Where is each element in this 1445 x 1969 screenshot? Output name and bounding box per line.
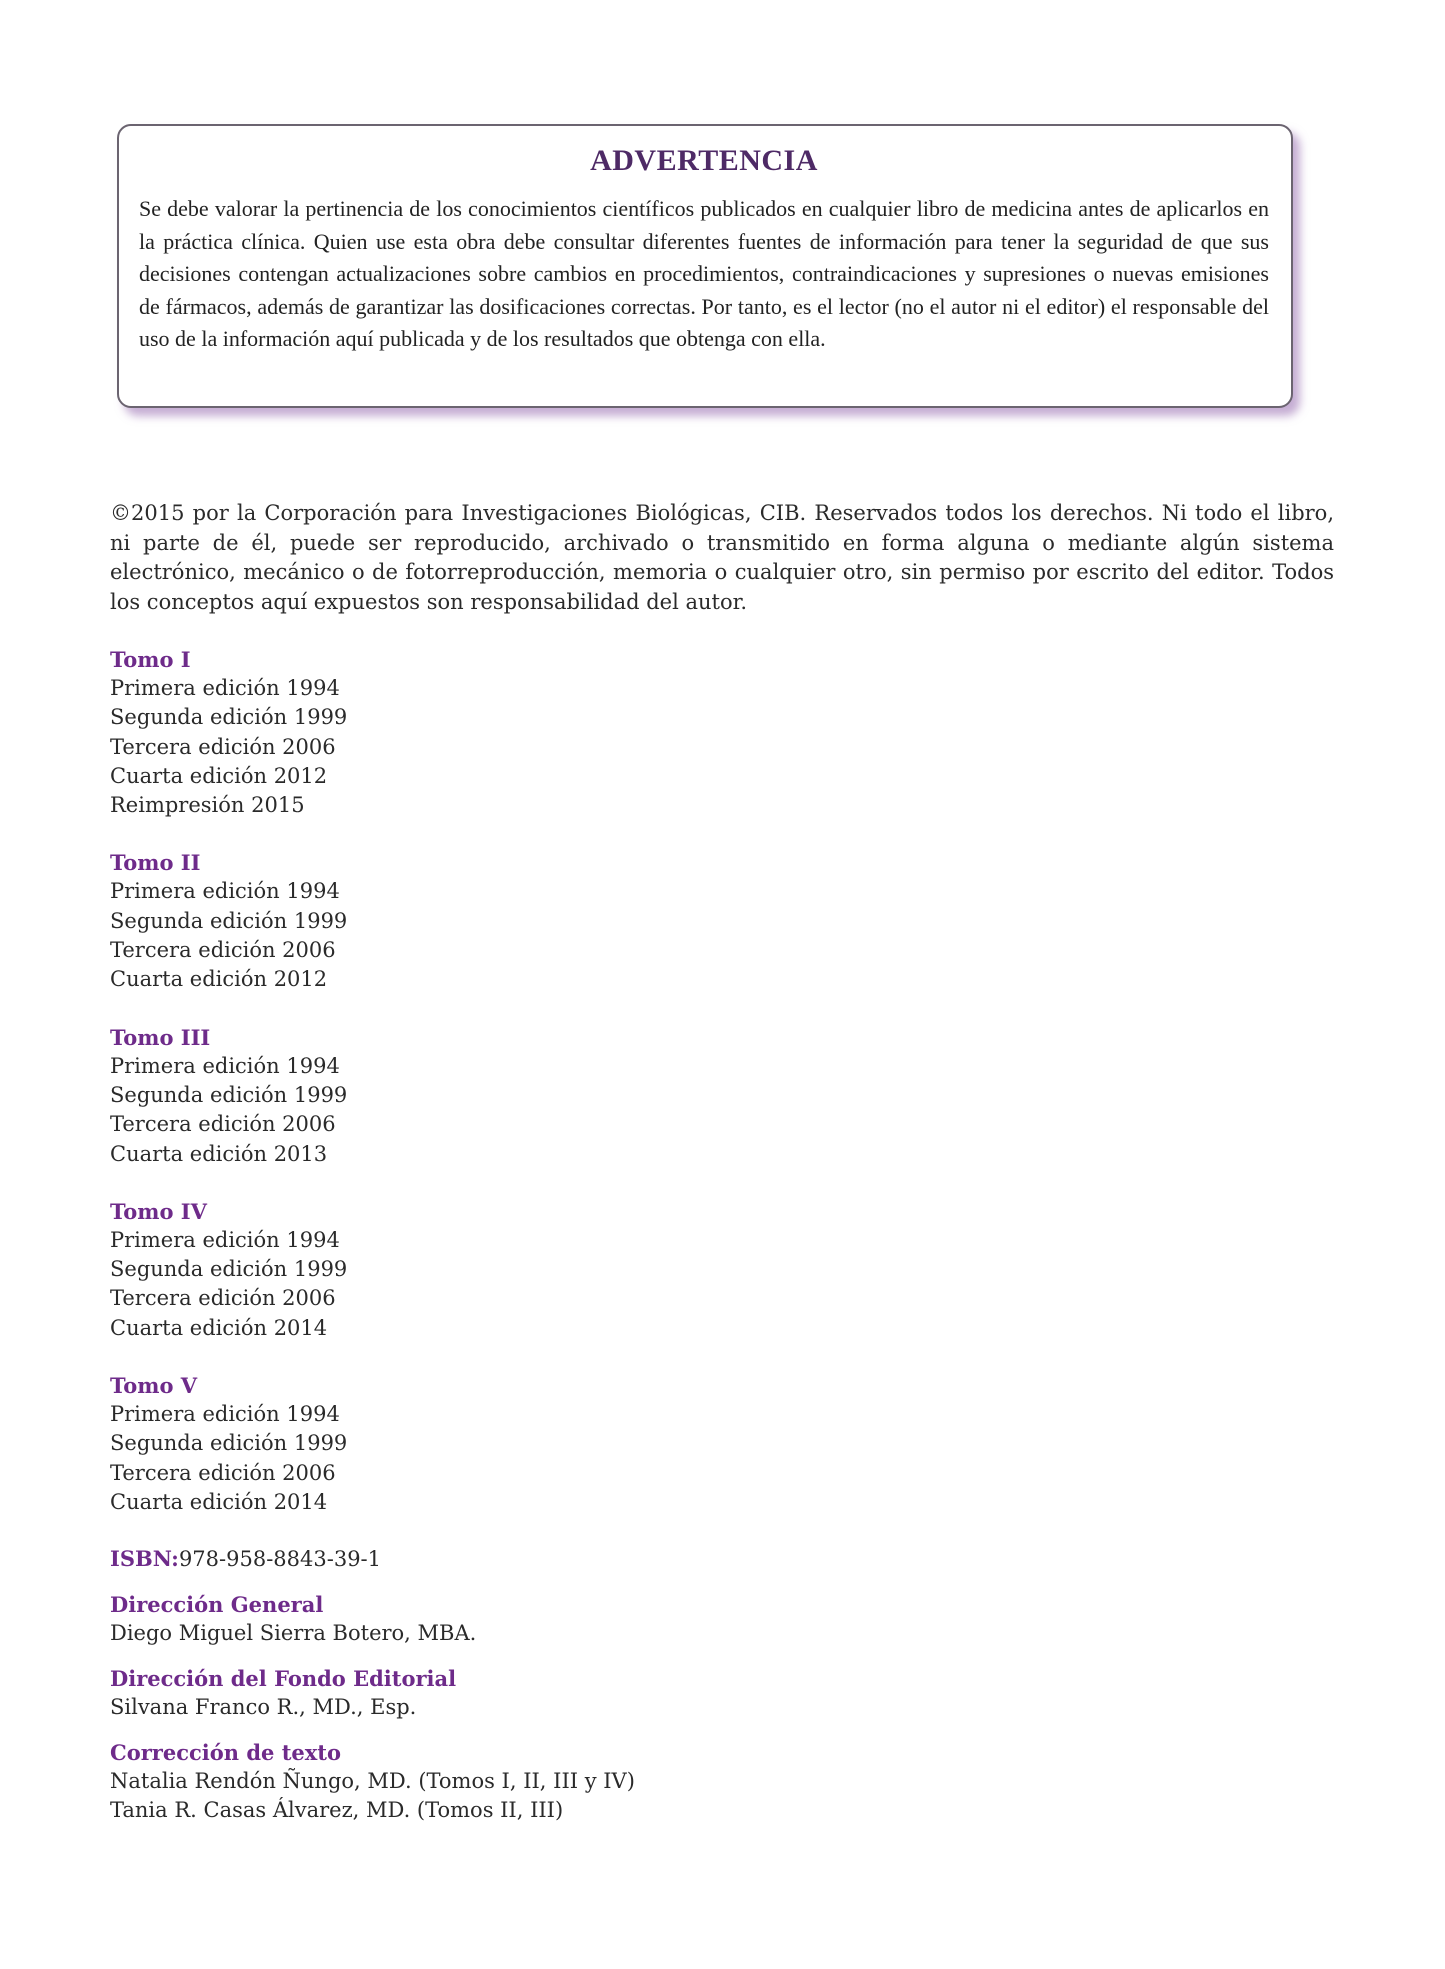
tomo-title: Tomo II (110, 850, 201, 876)
credit-title: Dirección del Fondo Editorial (110, 1666, 457, 1692)
edition-line: Cuarta edición 2014 (110, 1489, 328, 1514)
edition-line: Tercera edición 2006 (110, 1112, 336, 1137)
warning-text: Se debe valorar la pertinencia de los conocimientos científicos publicados en cualquier libro de medicina antes de aplicarlos en la práctica clínica. Quien use esta obra debe consultar diferentes fuentes de información para tener la seguridad de que sus decisiones contengan actualizaciones sobre cambios en procedimientos, contraindicaciones y supresiones o nuevas emisiones de fármacos, además de garantizar las dosificaciones correctas. Por tanto, es el lector (no el autor ni el editor) el responsable del uso de la información aquí publicada y de los resultados que obtenga con ella. (139, 196, 1269, 351)
edition-line: Cuarta edición 2012 (110, 763, 328, 788)
copyright-notice: ©2015 por la Corporación para Investigaciones Biológicas, CIB. Reservados todos los derechos. Ni todo el libro, ni parte de él, puede ser reproducido, archivado o transmitido en forma alguna o mediante algún sistema electrónico, mecánico o de fotorreproducción, memoria o cualquier otro, sin permiso por escrito del editor. Todos los conceptos aquí expuestos son responsabilidad del autor. (110, 501, 1334, 614)
isbn-label: ISBN: (110, 1546, 179, 1572)
edition-line: Primera edición 1994 (110, 1402, 340, 1427)
edition-line: Cuarta edición 2014 (110, 1315, 328, 1340)
isbn-value: 978-958-8843-39-1 (178, 1547, 382, 1572)
credit-section (110, 1591, 1334, 1648)
warning-title: ADVERTENCIA (590, 144, 818, 177)
warning-box (117, 124, 1293, 408)
edition-line: Cuarta edición 2013 (110, 1141, 328, 1166)
edition-line: Tercera edición 2006 (110, 1460, 336, 1485)
edition-line: Primera edición 1994 (110, 1053, 340, 1078)
credit-line: Tania R. Casas Álvarez, MD. (Tomos II, III) (110, 1798, 564, 1823)
credit-line: Diego Miguel Sierra Botero, MBA. (110, 1621, 477, 1646)
tomo-section (110, 645, 1334, 820)
tomo-section (110, 1197, 1334, 1343)
edition-line: Cuarta edición 2012 (110, 967, 328, 992)
main-content (110, 499, 1334, 1825)
edition-line: Segunda edición 1999 (110, 705, 348, 730)
credit-section (110, 1665, 1334, 1722)
tomo-title: Tomo V (110, 1373, 198, 1399)
credit-title: Corrección de texto (110, 1740, 341, 1766)
edition-line: Tercera edición 2006 (110, 938, 336, 963)
tomo-section (110, 1023, 1334, 1169)
edition-line: Segunda edición 1999 (110, 1431, 348, 1456)
credit-line: Natalia Rendón Ñungo, MD. (Tomos I, II, III y IV) (110, 1769, 635, 1794)
tomo-title: Tomo I (110, 647, 191, 672)
edition-line: Primera edición 1994 (110, 1227, 340, 1252)
edition-line: Tercera edición 2006 (110, 1286, 336, 1311)
tomo-section (110, 1371, 1334, 1517)
tomo-section (110, 848, 1334, 994)
edition-line: Primera edición 1994 (110, 676, 340, 700)
edition-line: Segunda edición 1999 (110, 908, 348, 933)
isbn-line (110, 1544, 1334, 1574)
tomo-title: Tomo IV (110, 1198, 207, 1224)
edition-line: Segunda edición 1999 (110, 1082, 348, 1107)
credit-section (110, 1739, 1334, 1825)
edition-line: Segunda edición 1999 (110, 1257, 348, 1282)
edition-line: Primera edición 1994 (110, 879, 340, 904)
credit-title: Dirección General (110, 1592, 324, 1618)
edition-line: Reimpresión 2015 (110, 793, 305, 818)
credit-line: Silvana Franco R., MD., Esp. (110, 1695, 417, 1720)
edition-line: Tercera edición 2006 (110, 734, 336, 759)
tomo-title: Tomo III (110, 1024, 211, 1050)
